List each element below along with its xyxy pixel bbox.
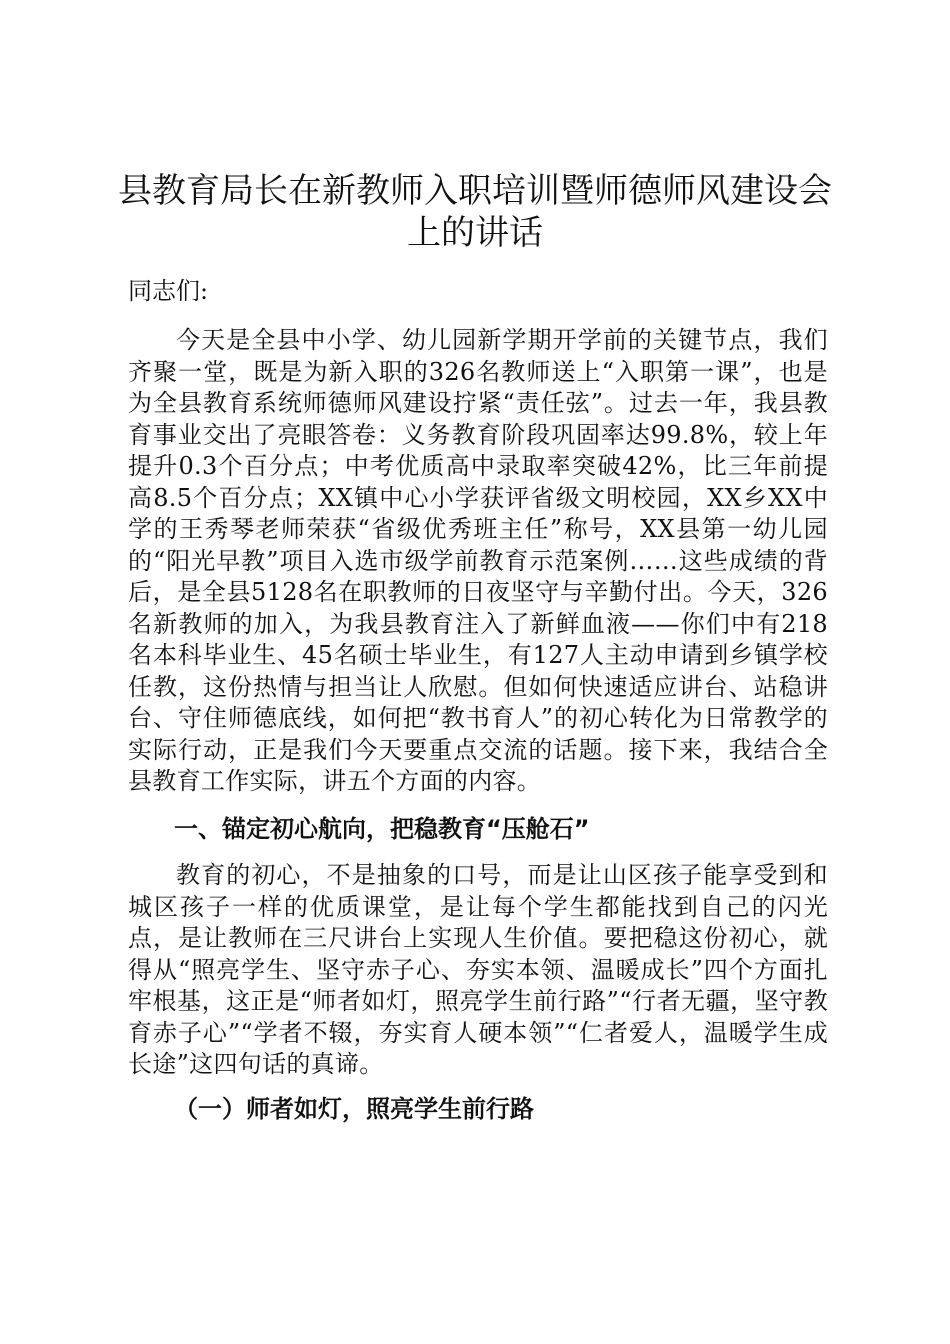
paragraph-section-1: 教育的初心，不是抽象的口号，而是让山区孩子能享受到和城区孩子一样的优质课堂，是让每个学生都能找到自己的闪光点，是让教师在三尺讲台上实现人生价值。要把稳这份初心，就得从“照亮学生、坚守赤子心、夯实本领、温暖成长”四个方面扎牢根基，这正是“师者如灯，照亮学生前行路”“行者无疆，坚守教育赤子心”“学者不辍，夯实育人硬本领”“仁者爱人，温暖学生成长途”这四句话的真谛。 [128, 861, 828, 1078]
salutation: 同志们: [128, 277, 209, 305]
document-title: 县教育局长在新教师入职培训暨师德师风建设会上的讲话 [118, 171, 832, 253]
section-heading-1: 一、锚定初心航向，把稳教育“压舱石” [174, 815, 590, 843]
subsection-heading-1: （一）师者如灯，照亮学生前行路 [174, 1095, 534, 1123]
paragraph-intro: 今天是全县中小学、幼儿园新学期开学前的关键节点，我们齐聚一堂，既是为新入职的326名教师送上“入职第一课”，也是为全县教育系统师德师风建设拧紧“责任弦”。过去一年，我县教育事业交出了亮眼答卷：义务教育阶段巩固率达99.8%，较上年提升0.3个百分点；中考优质高中录取率突破42%，比三年前提高8.5个百分点；XX镇中心小学获评省级文明校园，XX乡XX中学的王秀琴老师荣获“省级优秀班主任”称号，XX县第一幼儿园的“阳光早教”项目入选市级学前教育示范案例……这些成绩的背后，是全县5128名在职教师的日夜坚守与辛勤付出。今天，326名新教师的加入，为我县教育注入了新鲜血液——你们中有218名本科毕业生、45名硕士毕业生，有127人主动申请到乡镇学校任教，这份热情与担当让人欣慰。但如何快速适应讲台、站稳讲台、守住师德底线，如何把“教书育人”的初心转化为日常教学的实际行动，正是我们今天要重点交流的话题。接下来，我结合全县教育工作实际，讲五个方面的内容。 [128, 326, 828, 795]
